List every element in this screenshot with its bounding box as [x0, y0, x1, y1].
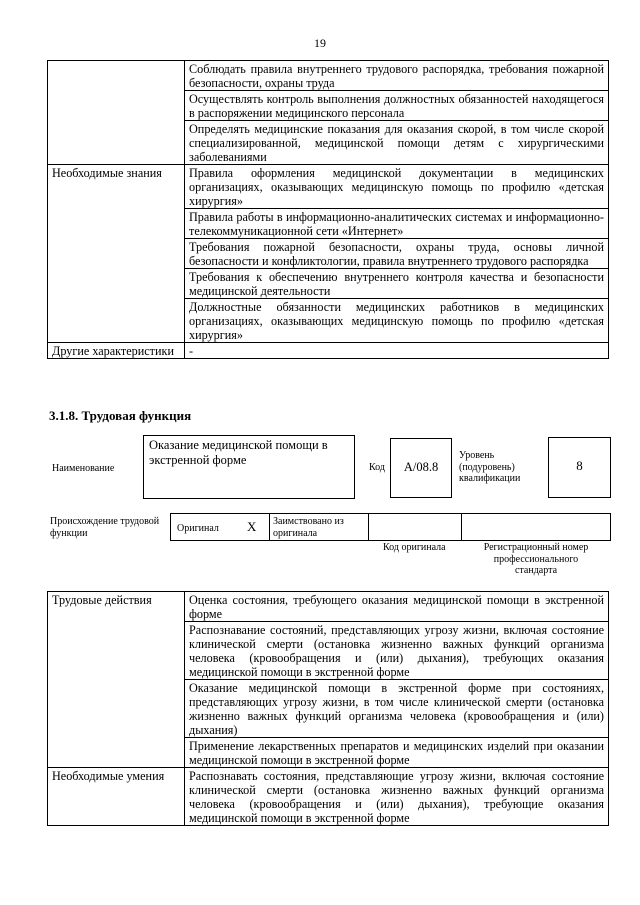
section-heading: 3.1.8. Трудовая функция: [49, 408, 192, 423]
row-label: Необходимые знания: [48, 165, 185, 343]
name-label: Наименование: [52, 463, 115, 474]
name-value-box: [143, 435, 355, 499]
level-label: Уровень (подуровень) квалификации: [459, 450, 521, 484]
table-cell: Оценка состояния, требующего оказания медицинской помощи в экстренной форме: [185, 592, 609, 622]
table-cell: Требования пожарной безопасности, охраны труда, основы личной безопасности и конфликтологии, правила внутреннего трудового распорядка: [185, 239, 609, 269]
code-value: А/08.8: [403, 460, 439, 474]
table-cell: Осуществлять контроль выполнения должностных обязанностей находящегося в распоряжении медицинского персонала: [185, 91, 609, 121]
original-label: Оригинал: [177, 523, 219, 534]
original-cell: [170, 513, 270, 541]
reg-number-cell: [461, 513, 611, 541]
code-label: Код: [369, 462, 385, 473]
borrowed-label: Заимствовано из оригинала: [273, 516, 344, 539]
skills-knowledge-table: [47, 60, 609, 359]
table-cell: Правила работы в информационно-аналитических системах и информационно-телекоммуникационной сети «Интернет»: [185, 209, 609, 239]
table-cell: Применение лекарственных препаратов и медицинских изделий при оказании медицинской помощи в экстренной форме: [185, 738, 609, 768]
level-value: 8: [576, 458, 583, 473]
reg-number-label: Регистрационный номер профессионального стандарта: [483, 542, 589, 576]
page-number: 19: [314, 36, 326, 50]
table-row: [48, 768, 609, 826]
table-row: [48, 343, 609, 359]
table-cell: Должностные обязанности медицинских работников в медицинских организациях, оказывающих медицинскую помощь по профилю «детская хирургия»: [185, 299, 609, 343]
table-cell: Распознавать состояния, представляющие угрозу жизни, включая состояние клинической смерти (остановка жизненно важных функций организма человека (кровообращения и (или) дыхания), требующие оказания медицинской помощи в экстренной форме: [185, 768, 609, 826]
code-original-cell: [368, 513, 462, 541]
origin-label: Происхождение трудовой функции: [50, 516, 160, 539]
table-cell: Оказание медицинской помощи в экстренной форме при состояниях, представляющих угрозу жизни, в том числе клинической смерти (остановка жизненно важных функций организма человека (кровообращения и (или) дыхания): [185, 680, 609, 738]
row-label: Трудовые действия: [48, 592, 185, 768]
level-value-box: [548, 437, 611, 498]
table-cell: Определять медицинские показания для оказания скорой, в том числе скорой специализированной, медицинской помощи детям с хирургическими заболеваниями: [185, 121, 609, 165]
code-original-label: Код оригинала: [383, 542, 446, 553]
labor-actions-table: [47, 591, 609, 826]
table-cell: Соблюдать правила внутреннего трудового распорядка, требования пожарной безопасности, охраны труда: [185, 61, 609, 91]
row-label: Другие характеристики: [48, 343, 185, 359]
row-label: Необходимые умения: [48, 768, 185, 826]
table-cell: Правила оформления медицинской документации в медицинских организациях, оказывающих медицинскую помощь по профилю «детская хирургия»: [185, 165, 609, 209]
table-cell: Требования к обеспечению внутреннего контроля качества и безопасности медицинской деятельности: [185, 269, 609, 299]
table-row: [48, 592, 609, 622]
name-value: Оказание медицинской помощи в экстренной форме: [149, 438, 328, 467]
table-cell: Распознавание состояний, представляющих угрозу жизни, включая состояние клинической смерти (остановка жизненно важных функций организма человека (кровообращения и (или) дыхания), требующих оказания медицинской помощи в экстренной форме: [185, 622, 609, 680]
borrowed-cell: [269, 513, 369, 541]
table-cell: -: [185, 343, 609, 359]
table-row: [48, 165, 609, 209]
original-mark: X: [247, 519, 257, 534]
code-value-box: [390, 438, 452, 498]
table-row: [48, 61, 609, 91]
row-label: [48, 61, 185, 165]
